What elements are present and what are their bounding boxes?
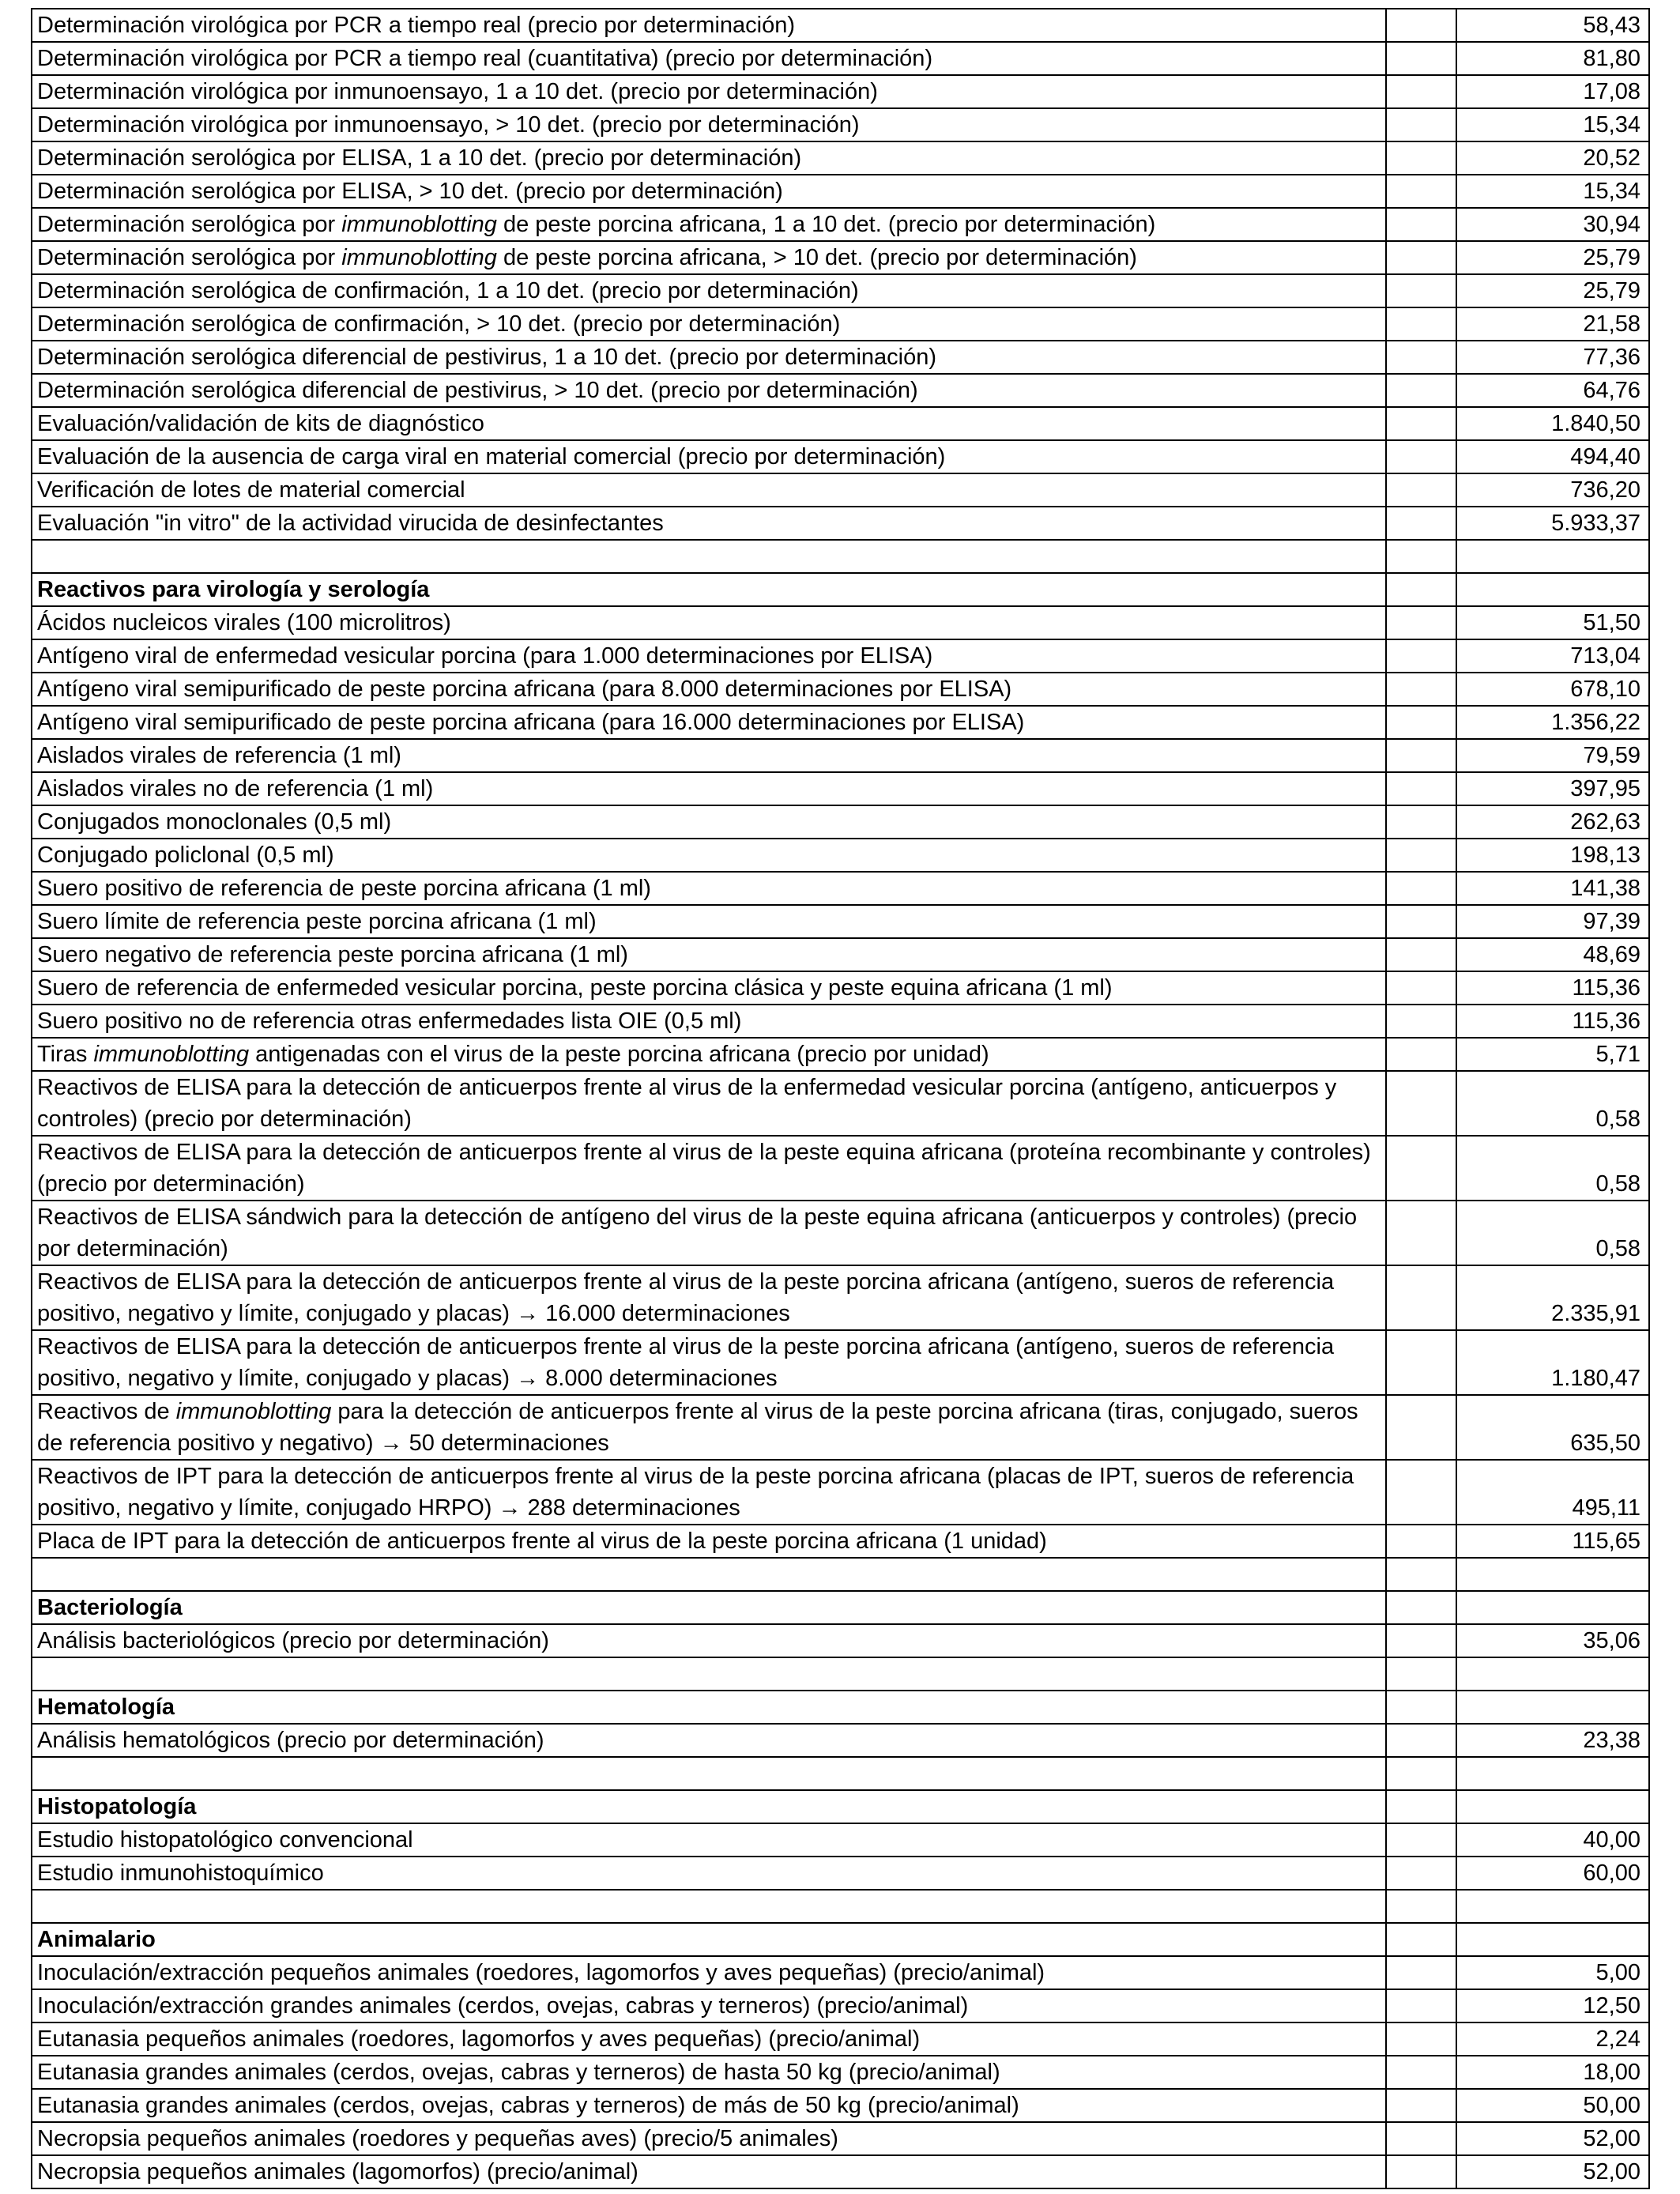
- table-row: [32, 1823, 1649, 1857]
- description-text: de peste porcina africana, 1 a 10 det. (precio por determinación): [496, 212, 1156, 237]
- item-description: Eutanasia pequeños animales (roedores, lagomorfos y aves pequeñas) (precio/animal): [32, 2022, 1386, 2056]
- empty-cell: [1386, 407, 1456, 440]
- table-row: [32, 9, 1649, 42]
- description-text: Reactivos de: [37, 1399, 176, 1424]
- item-price: 30,94: [1456, 208, 1649, 241]
- item-description: Determinación serológica diferencial de pestivirus, 1 a 10 det. (precio por determinación): [32, 341, 1386, 374]
- empty-cell: [1386, 2155, 1456, 2188]
- table-row: [32, 839, 1649, 872]
- section-heading: Bacteriología: [32, 1591, 1386, 1624]
- table-row: [32, 2089, 1649, 2122]
- item-price: 52,00: [1456, 2155, 1649, 2188]
- item-description: Estudio histopatológico convencional: [32, 1823, 1386, 1857]
- empty-cell: [1386, 673, 1456, 706]
- item-price: 15,34: [1456, 175, 1649, 208]
- item-description: Determinación serológica por ELISA, > 10 det. (precio por determinación): [32, 175, 1386, 208]
- item-description: Estudio inmunohistoquímico: [32, 1857, 1386, 1890]
- empty-cell: [1386, 1558, 1456, 1591]
- table-row: [32, 1989, 1649, 2022]
- italic-term: immunoblotting: [341, 245, 497, 270]
- item-price: 5,71: [1456, 1038, 1649, 1071]
- item-price: 1.180,47: [1456, 1330, 1649, 1395]
- item-price: 17,08: [1456, 75, 1649, 108]
- table-row: [32, 75, 1649, 108]
- empty-cell: [1386, 1724, 1456, 1757]
- price-table: [31, 8, 1650, 2189]
- item-description: Evaluación de la ausencia de carga viral en material comercial (precio por determinación): [32, 440, 1386, 473]
- item-price: 115,65: [1456, 1525, 1649, 1558]
- item-description: Evaluación/validación de kits de diagnóstico: [32, 407, 1386, 440]
- empty-cell: [1386, 1823, 1456, 1857]
- table-row: [32, 1956, 1649, 1989]
- table-row: [32, 1525, 1649, 1558]
- empty-cell: [32, 1890, 1386, 1923]
- table-row: [32, 407, 1649, 440]
- empty-cell: [32, 540, 1386, 573]
- description-text: Tiras: [37, 1042, 94, 1067]
- empty-cell: [1386, 606, 1456, 639]
- empty-cell: [1386, 1591, 1456, 1624]
- empty-cell: [1456, 1657, 1649, 1691]
- empty-cell: [1386, 1005, 1456, 1038]
- item-description: Aislados virales no de referencia (1 ml): [32, 772, 1386, 805]
- section-heading-row: [32, 1790, 1649, 1823]
- empty-cell: [1386, 1038, 1456, 1071]
- item-description: Antígeno viral semipurificado de peste porcina africana (para 16.000 determinaciones por ELISA): [32, 706, 1386, 739]
- empty-cell: [1386, 706, 1456, 739]
- empty-cell: [1386, 1071, 1456, 1136]
- item-description: Determinación virológica por PCR a tiempo real (cuantitativa) (precio por determinación): [32, 42, 1386, 75]
- item-price: 40,00: [1456, 1823, 1649, 1857]
- description-text: Determinación serológica por: [37, 245, 342, 270]
- item-price: 60,00: [1456, 1857, 1649, 1890]
- item-description: Reactivos de ELISA sándwich para la detección de antígeno del virus de la peste equina africana (anticuerpos y controles) (precio por determinación): [32, 1201, 1386, 1265]
- empty-cell: [1456, 1890, 1649, 1923]
- table-row: [32, 307, 1649, 341]
- item-description: Reactivos de ELISA para la detección de anticuerpos frente al virus de la peste porcina africana (antígeno, sueros de referencia positivo, negativo y límite, conjugado y placas) → 8.000 determinaciones: [32, 1330, 1386, 1395]
- empty-cell: [1386, 1890, 1456, 1923]
- item-price: 495,11: [1456, 1460, 1649, 1525]
- table-row: [32, 2155, 1649, 2188]
- table-row: [32, 141, 1649, 175]
- item-price: 262,63: [1456, 805, 1649, 839]
- table-row: [32, 971, 1649, 1005]
- price-table-page: [31, 8, 1648, 2189]
- table-row: [32, 706, 1649, 739]
- table-row: [32, 1005, 1649, 1038]
- section-heading-row: [32, 1923, 1649, 1956]
- table-row: [32, 1330, 1649, 1395]
- item-description: Necropsia pequeños animales (lagomorfos) (precio/animal): [32, 2155, 1386, 2188]
- table-row: [32, 42, 1649, 75]
- item-price: 21,58: [1456, 307, 1649, 341]
- item-description: Análisis hematológicos (precio por determinación): [32, 1724, 1386, 1757]
- empty-cell: [1456, 1691, 1649, 1724]
- item-price: 18,00: [1456, 2056, 1649, 2089]
- section-heading-row: [32, 573, 1649, 606]
- blank-row: [32, 1657, 1649, 1691]
- section-heading: Hematología: [32, 1691, 1386, 1724]
- empty-cell: [1386, 1923, 1456, 1956]
- item-description: Determinación serológica diferencial de pestivirus, > 10 det. (precio por determinación): [32, 374, 1386, 407]
- item-price: 2,24: [1456, 2022, 1649, 2056]
- item-price: 58,43: [1456, 9, 1649, 42]
- empty-cell: [1456, 573, 1649, 606]
- table-row: [32, 1071, 1649, 1136]
- item-description: Eutanasia grandes animales (cerdos, ovejas, cabras y terneros) de más de 50 kg (precio/animal): [32, 2089, 1386, 2122]
- item-price: 23,38: [1456, 1724, 1649, 1757]
- empty-cell: [1386, 1857, 1456, 1890]
- item-price: 79,59: [1456, 739, 1649, 772]
- table-row: [32, 1724, 1649, 1757]
- empty-cell: [1386, 1989, 1456, 2022]
- blank-row: [32, 1890, 1649, 1923]
- item-description: Evaluación "in vitro" de la actividad virucida de desinfectantes: [32, 507, 1386, 540]
- empty-cell: [1386, 9, 1456, 42]
- blank-row: [32, 540, 1649, 573]
- section-heading: Animalario: [32, 1923, 1386, 1956]
- item-description: Reactivos de ELISA para la detección de anticuerpos frente al virus de la enfermedad vesicular porcina (antígeno, anticuerpos y controles) (precio por determinación): [32, 1071, 1386, 1136]
- item-description: Determinación virológica por inmunoensayo, 1 a 10 det. (precio por determinación): [32, 75, 1386, 108]
- item-price: 20,52: [1456, 141, 1649, 175]
- item-price: 397,95: [1456, 772, 1649, 805]
- empty-cell: [1386, 1395, 1456, 1460]
- table-row: [32, 374, 1649, 407]
- empty-cell: [1386, 639, 1456, 673]
- table-row: [32, 872, 1649, 905]
- item-description: Antígeno viral de enfermedad vesicular porcina (para 1.000 determinaciones por ELISA): [32, 639, 1386, 673]
- section-heading-row: [32, 1591, 1649, 1624]
- description-text: Determinación serológica por: [37, 212, 342, 237]
- item-description: Placa de IPT para la detección de anticuerpos frente al virus de la peste porcina africana (1 unidad): [32, 1525, 1386, 1558]
- empty-cell: [1386, 938, 1456, 971]
- item-price: 35,06: [1456, 1624, 1649, 1657]
- item-description: Antígeno viral semipurificado de peste porcina africana (para 8.000 determinaciones por ELISA): [32, 673, 1386, 706]
- item-description: Análisis bacteriológicos (precio por determinación): [32, 1624, 1386, 1657]
- empty-cell: [1386, 772, 1456, 805]
- item-description: Suero positivo no de referencia otras enfermedades lista OIE (0,5 ml): [32, 1005, 1386, 1038]
- item-description: Suero límite de referencia peste porcina africana (1 ml): [32, 905, 1386, 938]
- italic-term: immunoblotting: [93, 1042, 250, 1067]
- table-row: [32, 1395, 1649, 1460]
- empty-cell: [1386, 805, 1456, 839]
- table-row: [32, 938, 1649, 971]
- empty-cell: [1386, 2089, 1456, 2122]
- empty-cell: [1386, 839, 1456, 872]
- empty-cell: [1386, 75, 1456, 108]
- item-description: Reactivos de IPT para la detección de anticuerpos frente al virus de la peste porcina africana (placas de IPT, sueros de referencia positivo, negativo y límite, conjugado HRPO) → 288 determinaciones: [32, 1460, 1386, 1525]
- item-price: 25,79: [1456, 241, 1649, 274]
- empty-cell: [1386, 1330, 1456, 1395]
- italic-term: immunoblotting: [175, 1399, 332, 1424]
- item-price: 198,13: [1456, 839, 1649, 872]
- empty-cell: [1386, 1265, 1456, 1330]
- empty-cell: [1456, 1757, 1649, 1790]
- empty-cell: [1386, 208, 1456, 241]
- empty-cell: [1386, 175, 1456, 208]
- empty-cell: [1386, 971, 1456, 1005]
- item-price: 2.335,91: [1456, 1265, 1649, 1330]
- empty-cell: [1386, 2022, 1456, 2056]
- empty-cell: [1456, 1923, 1649, 1956]
- item-price: 1.840,50: [1456, 407, 1649, 440]
- item-description: Suero positivo de referencia de peste porcina africana (1 ml): [32, 872, 1386, 905]
- table-row: [32, 673, 1649, 706]
- empty-cell: [1456, 1591, 1649, 1624]
- empty-cell: [1386, 507, 1456, 540]
- table-row: [32, 905, 1649, 938]
- table-row: [32, 2056, 1649, 2089]
- table-row: [32, 1857, 1649, 1890]
- table-row: [32, 805, 1649, 839]
- empty-cell: [1386, 1525, 1456, 1558]
- table-row: [32, 639, 1649, 673]
- item-description: Suero de referencia de enfermeded vesicular porcina, peste porcina clásica y peste equina africana (1 ml): [32, 971, 1386, 1005]
- item-price: 25,79: [1456, 274, 1649, 307]
- item-price: 12,50: [1456, 1989, 1649, 2022]
- item-description: Determinación serológica de confirmación, 1 a 10 det. (precio por determinación): [32, 274, 1386, 307]
- empty-cell: [1386, 1691, 1456, 1724]
- item-price: 5.933,37: [1456, 507, 1649, 540]
- section-heading: Histopatología: [32, 1790, 1386, 1823]
- table-row: [32, 175, 1649, 208]
- item-description: Reactivos de ELISA para la detección de anticuerpos frente al virus de la peste equina africana (proteína recombinante y controles) (precio por determinación): [32, 1136, 1386, 1201]
- blank-row: [32, 1757, 1649, 1790]
- empty-cell: [1456, 1790, 1649, 1823]
- item-description: Necropsia pequeños animales (roedores y pequeñas aves) (precio/5 animales): [32, 2122, 1386, 2155]
- item-price: 77,36: [1456, 341, 1649, 374]
- item-description: Inoculación/extracción pequeños animales (roedores, lagomorfos y aves pequeñas) (precio/animal): [32, 1956, 1386, 1989]
- item-price: 50,00: [1456, 2089, 1649, 2122]
- empty-cell: [1386, 2056, 1456, 2089]
- empty-cell: [1386, 540, 1456, 573]
- empty-cell: [1386, 739, 1456, 772]
- empty-cell: [1386, 274, 1456, 307]
- empty-cell: [1386, 573, 1456, 606]
- item-price: 51,50: [1456, 606, 1649, 639]
- item-price: 15,34: [1456, 108, 1649, 141]
- item-price: 5,00: [1456, 1956, 1649, 1989]
- item-price: 1.356,22: [1456, 706, 1649, 739]
- item-description: Verificación de lotes de material comercial: [32, 473, 1386, 507]
- item-description: Determinación serológica por ELISA, 1 a 10 det. (precio por determinación): [32, 141, 1386, 175]
- item-price: 736,20: [1456, 473, 1649, 507]
- item-description: [32, 208, 1386, 241]
- table-row: [32, 1201, 1649, 1265]
- price-table-body: [32, 9, 1649, 2188]
- empty-cell: [1386, 905, 1456, 938]
- empty-cell: [1386, 1460, 1456, 1525]
- table-row: [32, 440, 1649, 473]
- empty-cell: [1386, 374, 1456, 407]
- item-description: Ácidos nucleicos virales (100 microlitros): [32, 606, 1386, 639]
- table-row: [32, 241, 1649, 274]
- empty-cell: [1456, 540, 1649, 573]
- description-text: para la detección de anticuerpos frente al virus de la peste porcina africana (tiras, conjugado, sueros de referencia positivo y negativo) → 50 determinaciones: [37, 1399, 1358, 1456]
- item-description: [32, 1395, 1386, 1460]
- empty-cell: [1386, 1657, 1456, 1691]
- item-price: 635,50: [1456, 1395, 1649, 1460]
- table-row: [32, 772, 1649, 805]
- table-row: [32, 473, 1649, 507]
- item-price: 97,39: [1456, 905, 1649, 938]
- empty-cell: [1386, 307, 1456, 341]
- table-row: [32, 1038, 1649, 1071]
- empty-cell: [1386, 108, 1456, 141]
- empty-cell: [1386, 872, 1456, 905]
- item-price: 0,58: [1456, 1201, 1649, 1265]
- item-price: 115,36: [1456, 971, 1649, 1005]
- item-price: 0,58: [1456, 1136, 1649, 1201]
- item-price: 48,69: [1456, 938, 1649, 971]
- empty-cell: [1386, 1790, 1456, 1823]
- empty-cell: [1386, 1956, 1456, 1989]
- italic-term: immunoblotting: [341, 212, 497, 237]
- item-description: Determinación virológica por PCR a tiempo real (precio por determinación): [32, 9, 1386, 42]
- item-description: Aislados virales de referencia (1 ml): [32, 739, 1386, 772]
- table-row: [32, 507, 1649, 540]
- empty-cell: [32, 1757, 1386, 1790]
- table-row: [32, 108, 1649, 141]
- table-row: [32, 341, 1649, 374]
- item-price: 141,38: [1456, 872, 1649, 905]
- empty-cell: [1386, 440, 1456, 473]
- empty-cell: [1386, 141, 1456, 175]
- empty-cell: [1386, 1201, 1456, 1265]
- empty-cell: [1386, 1136, 1456, 1201]
- empty-cell: [1386, 1624, 1456, 1657]
- table-row: [32, 606, 1649, 639]
- item-price: 0,58: [1456, 1071, 1649, 1136]
- empty-cell: [1386, 473, 1456, 507]
- table-row: [32, 739, 1649, 772]
- item-price: 678,10: [1456, 673, 1649, 706]
- empty-cell: [1386, 341, 1456, 374]
- item-description: Conjugados monoclonales (0,5 ml): [32, 805, 1386, 839]
- item-description: Determinación serológica de confirmación, > 10 det. (precio por determinación): [32, 307, 1386, 341]
- table-row: [32, 208, 1649, 241]
- table-row: [32, 2022, 1649, 2056]
- table-row: [32, 1265, 1649, 1330]
- item-description: Reactivos de ELISA para la detección de anticuerpos frente al virus de la peste porcina africana (antígeno, sueros de referencia positivo, negativo y límite, conjugado y placas) → 16.000 determinaciones: [32, 1265, 1386, 1330]
- item-description: Suero negativo de referencia peste porcina africana (1 ml): [32, 938, 1386, 971]
- item-description: Inoculación/extracción grandes animales (cerdos, ovejas, cabras y terneros) (precio/animal): [32, 1989, 1386, 2022]
- empty-cell: [1386, 42, 1456, 75]
- item-price: 494,40: [1456, 440, 1649, 473]
- item-price: 115,36: [1456, 1005, 1649, 1038]
- empty-cell: [1386, 1757, 1456, 1790]
- table-row: [32, 2122, 1649, 2155]
- table-row: [32, 1460, 1649, 1525]
- empty-cell: [1386, 241, 1456, 274]
- item-description: Conjugado policlonal (0,5 ml): [32, 839, 1386, 872]
- item-price: 713,04: [1456, 639, 1649, 673]
- item-description: Determinación virológica por inmunoensayo, > 10 det. (precio por determinación): [32, 108, 1386, 141]
- empty-cell: [1386, 2122, 1456, 2155]
- table-row: [32, 1136, 1649, 1201]
- description-text: de peste porcina africana, > 10 det. (precio por determinación): [496, 245, 1137, 270]
- item-price: 81,80: [1456, 42, 1649, 75]
- blank-row: [32, 1558, 1649, 1591]
- table-row: [32, 1624, 1649, 1657]
- item-price: 52,00: [1456, 2122, 1649, 2155]
- item-description: [32, 1038, 1386, 1071]
- item-description: [32, 241, 1386, 274]
- empty-cell: [1456, 1558, 1649, 1591]
- item-price: 64,76: [1456, 374, 1649, 407]
- empty-cell: [32, 1657, 1386, 1691]
- section-heading: Reactivos para virología y serología: [32, 573, 1386, 606]
- item-description: Eutanasia grandes animales (cerdos, ovejas, cabras y terneros) de hasta 50 kg (precio/animal): [32, 2056, 1386, 2089]
- table-row: [32, 274, 1649, 307]
- description-text: antigenadas con el virus de la peste porcina africana (precio por unidad): [249, 1042, 989, 1067]
- empty-cell: [32, 1558, 1386, 1591]
- section-heading-row: [32, 1691, 1649, 1724]
